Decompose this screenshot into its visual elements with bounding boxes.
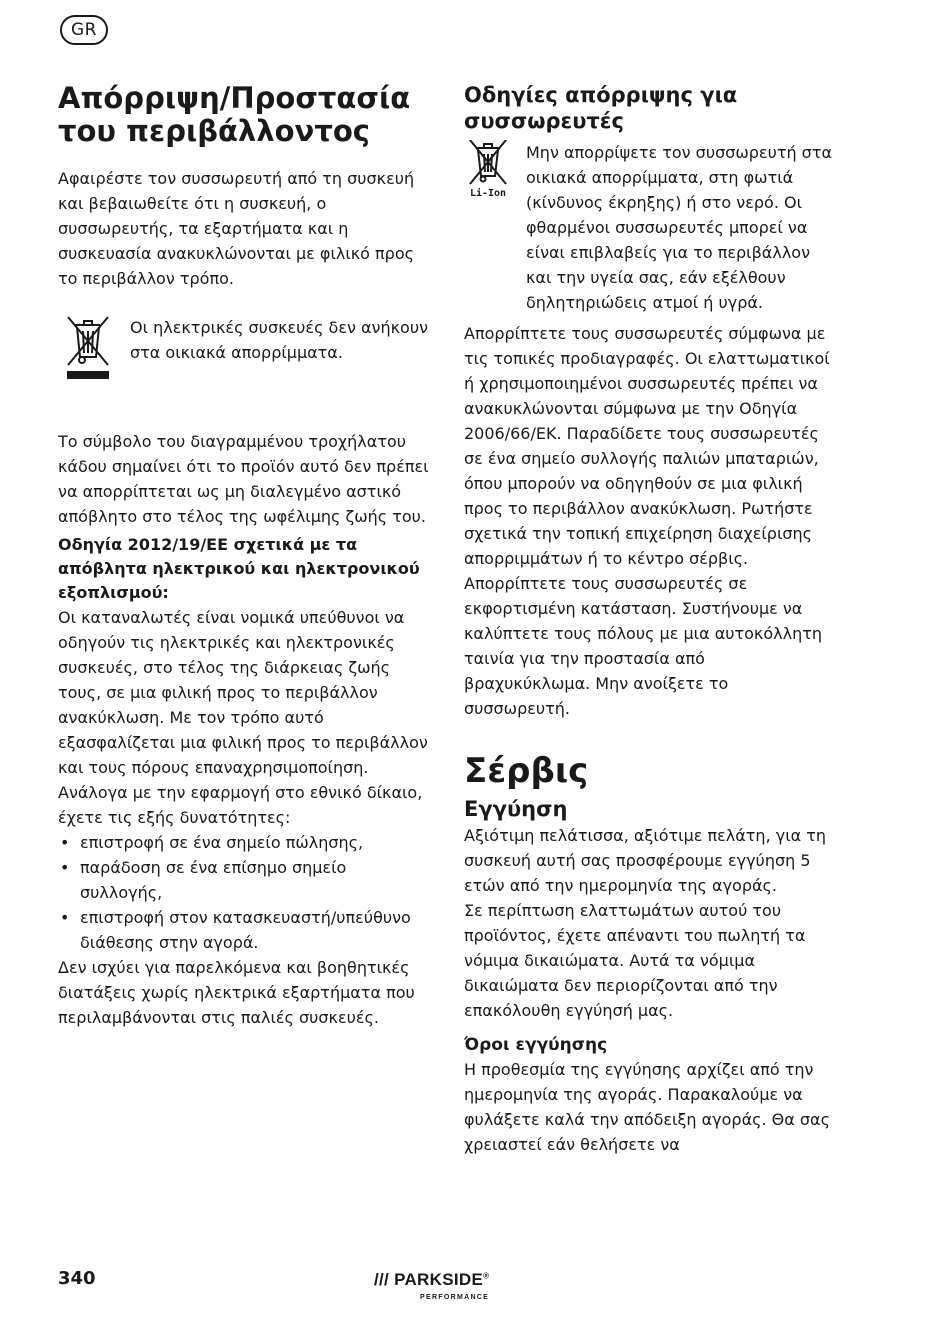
warranty-paragraph-2: Σε περίπτωση ελαττωμάτων αυτού του προϊόντος, έχετε απέναντι του πωλητή τα νόμιμα δικαιώματα. Αυτά τα νόμιμα δικαιώματα δεν περιορίζονται από την επακόλουθη εγγύησή μας. — [464, 901, 806, 1020]
list-item: • επιστροφή σε ένα σημείο πώλησης, — [58, 830, 430, 855]
list-item: • επιστροφή στον κατασκευαστή/υπεύθυνο διάθεσης στην αγορά. — [58, 905, 430, 955]
warranty-terms-heading: Όροι εγγύησης — [464, 1035, 608, 1055]
directive-paragraph: Οι καταναλωτές είναι νομικά υπεύθυνοι να οδηγούν τις ηλεκτρικές και ηλεκτρονικές συσκευές, στο τέλος της διάρκειας ζωής τους, σε μια φιλική προς το περιβάλλον ανακύκλωση. Με τον τρόπο αυτό εξασφαλίζεται μια φιλική προς το περιβάλλον και τους πόρους επαναχρησιμοποίηση. Ανάλογα με την εφαρμογή στο εθνικό δίκαιο, έχετε τις εξής δυνατότητες: — [58, 608, 428, 827]
brand-subline: PERFORMANCE — [420, 1294, 490, 1301]
list-item: • παράδοση σε ένα επίσημο σημείο συλλογής, — [58, 855, 430, 905]
weee-note-text: Οι ηλεκτρικές συσκευές δεν ανήκουν στα οικιακά απορρίμματα. — [130, 318, 429, 362]
page-number: 340 — [58, 1268, 96, 1289]
intro-paragraph: Αφαιρέστε τον συσσωρευτή από τη συσκευή και βεβαιωθείτε ότι η συσκευή, ο συσσωρευτής, τα εξαρτήματα και η συσκευασία ανακυκλώνονται με φιλικό προς το περιβάλλον τρόπο. — [58, 169, 415, 288]
parkside-logo — [374, 1270, 524, 1306]
battery-warning-block — [464, 140, 836, 315]
battery-warning-text: Μην απορρίψετε τον συσσωρευτή στα οικιακά απορρίμματα, στη φωτιά (κίνδυνος έκρηξης) ή στο νερό. Οι φθαρμένοι συσσωρευτές μπορεί να είναι επιβλαβείς για το περιβάλλον και την υγεία σας, εάν εξέλθουν δηλητηριώδεις ατμοί ή υγρά. — [526, 143, 832, 312]
warranty-paragraph-1: Αξιότιμη πελάτισσα, αξιότιμε πελάτη, για τη συσκευή αυτή σας προσφέρουμε εγγύηση 5 ετών από την ημερομηνία της αγοράς. — [464, 826, 827, 895]
language-badge: GR — [60, 15, 108, 45]
directive-heading: Οδηγία 2012/19/ΕΕ σχετικά με τα απόβλητα ηλεκτρικού και ηλεκτρονικού εξοπλισμού: — [58, 535, 420, 602]
bin-symbol-explanation: Το σύμβολο του διαγραμμένου τροχήλατου κάδου σημαίνει ότι το προϊόν αυτό δεν πρέπει να απορρίπτεται ως μη διαλεγμένο αστικό απόβλητο στο τέλος της ωφέλιμης ζωής του. — [58, 432, 429, 526]
right-column — [464, 82, 836, 1157]
service-heading: Σέρβις — [464, 751, 589, 791]
crossed-bin-icon — [64, 315, 124, 385]
warranty-terms-paragraph: Η προθεσμία της εγγύησης αρχίζει από την ημερομηνία της αγοράς. Παρακαλούμε να φυλάξετε καλά την απόδειξη αγοράς. Θα σας χρειαστεί εάν θελήσετε να — [464, 1060, 830, 1154]
closing-paragraph: Δεν ισχύει για παρελκόμενα και βοηθητικές διατάξεις χωρίς ηλεκτρικά εξαρτήματα που περιλαμβάνονται στις παλιές συσκευές. — [58, 958, 415, 1027]
weee-notice — [58, 315, 430, 385]
section-title-disposal: Απόρριψη/Προστασία του περιβάλλοντος — [58, 81, 411, 148]
brand-name: /// PARKSIDE® — [374, 1270, 490, 1289]
left-column — [58, 82, 430, 1030]
battery-disposal-heading: Οδηγίες απόρριψης για συσσωρευτές — [464, 83, 738, 133]
return-options-list — [58, 830, 430, 955]
warranty-heading: Εγγύηση — [464, 797, 568, 821]
li-ion-label: Li-Ion — [469, 188, 507, 199]
battery-disposal-paragraph: Απορρίπτετε τους συσσωρευτές σύμφωνα με τις τοπικές προδιαγραφές. Οι ελαττωματικοί ή χρησιμοποιημένοι συσσωρευτές πρέπει να ανακυκλώνονται σύμφωνα με την Οδηγία 2006/66/ΕΚ. Παραδίδετε τους συσσωρευτές σε ένα σημείο συλλογής παλιών μπαταριών, όπου μπορούν να οδηγηθούν σε μια φιλική προς το περιβάλλον ανακύκλωση. Ρωτήστε σχετικά την τοπική επιχείρηση διαχείρισης απορριμμάτων ή το κέντρο σέρβις. Απορρίπτετε τους συσσωρευτές σε εκφορτισμένη κατάσταση. Συστήνουμε να καλύπτετε τους πόλους με μια αυτοκόλλητη ταινία για την προστασία από βραχυκύκλωμα. Μην ανοίξετε το συσσωρευτή. — [464, 324, 830, 718]
li-ion-bin-icon — [464, 140, 526, 206]
